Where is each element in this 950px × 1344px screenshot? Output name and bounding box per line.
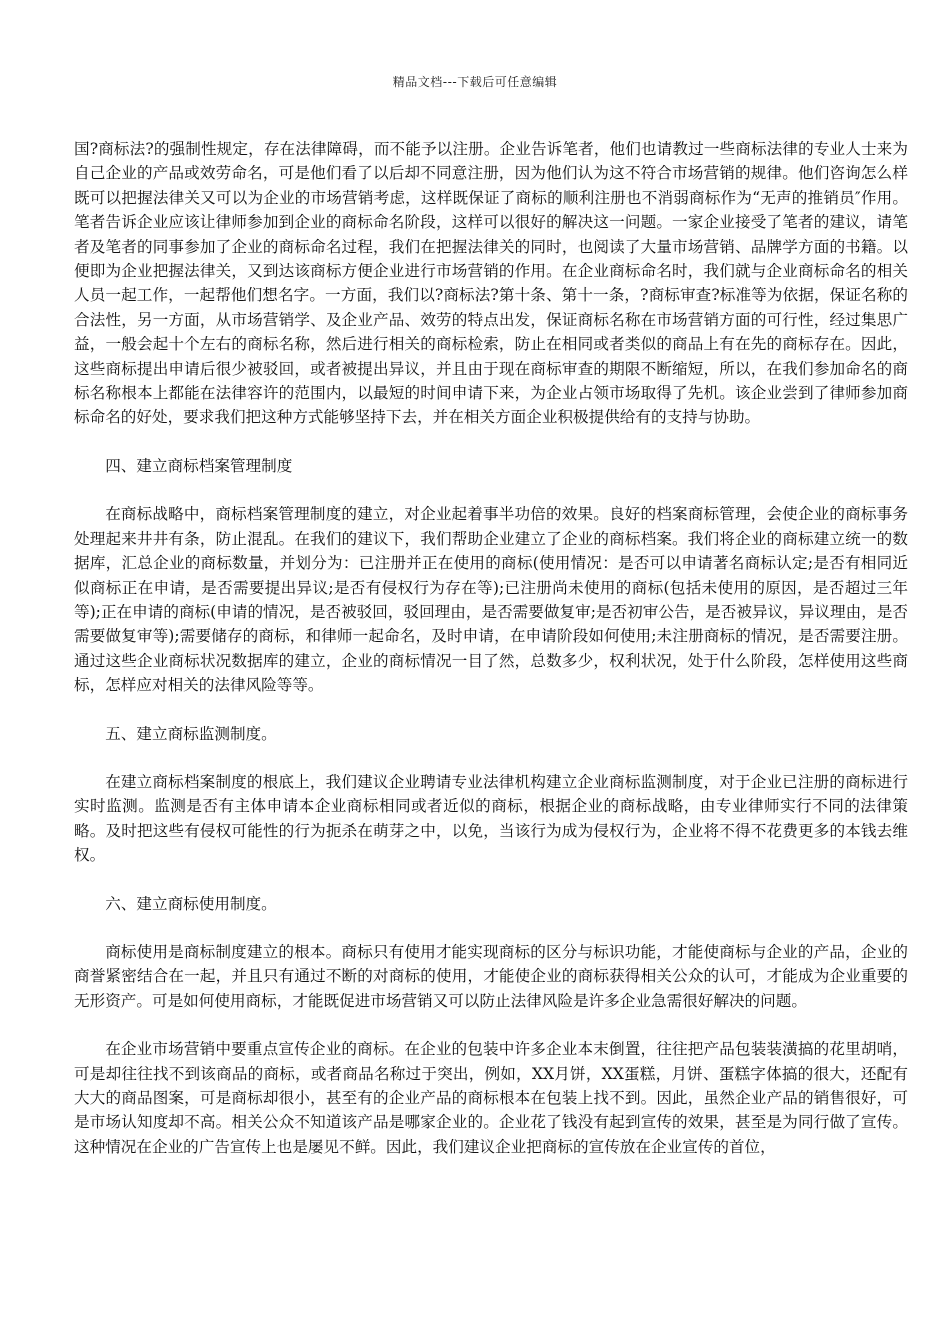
paragraph-trademark-naming: 国?商标法?的强制性规定，存在法律障碍，而不能予以注册。企业告诉笔者，他们也请教过一些商标法律的专业人士来为自己企业的产品或效劳命名，可是他们看了以后却不同意注册，因为他们认为这不符合市场营销的规律。他们咨询怎么样既可以把握法律关又可以为企业的市场营销考虑，这样既保证了商标的顺利注册也不消弱商标作为“无声的推销员″作用。笔者告诉企业应该让律师参加到企业的商标命名阶段，这样可以很好的解决这一问题。一家企业接受了笔者的建议，请笔者及笔者的同事参加了企业的商标命名过程，我们在把握法律关的同时，也阅读了大量市场营销、品牌学方面的书籍。以便即为企业把握法律关，又到达该商标方便企业进行市场营销的作用。在企业商标命名时，我们就与企业商标命名的相关人员一起工作，一起帮他们想名字。一方面，我们以?商标法?第十条、第十一条，?商标审查?标准等为依据，保证名称的合法性，另一方面，从市场营销学、及企业产品、效劳的特点出发，保证商标名称在市场营销方面的可行性，经过集思广益，一般会起十个左右的商标名称，然后进行相关的商标检索，防止在相同或者类似的商品上有在先的商标存在。因此，这些商标提出申请后很少被驳回，或者被提出异议，并且由于现在商标审查的期限不断缩短，所以，在我们参加命名的商标名称根本上都能在法律容许的范围内，以最短的时间申请下来，为企业占领市场取得了先机。该企业尝到了律师参加商标命名的好处，要求我们把这种方式能够坚持下去，并在相关方面企业积极提供给有的支持与协助。 — [74, 140, 908, 427]
paragraph-archive-management: 在商标战略中，商标档案管理制度的建立，对企业起着事半功倍的效果。良好的档案商标管理，会使企业的商标事务处理起来井井有条，防止混乱。在我们的建议下，我们帮助企业建立了企业的商标档案。我们将企业的商标建立统一的数据库，汇总企业的商标数量，并划分为：已注册并正在使用的商标(使用情况：是否可以申请著名商标认定;是否有相同近似商标正在申请，是否需要提出异议;是否有侵权行为存在等);已注册尚未使用的商标(包括未使用的原因，是否超过三年等);正在申请的商标(申请的情况，是否被驳回，驳回理由，是否需要做复审;是否初审公告，是否被异议，异议理由，是否需要做复审等);需要储存的商标，和律师一起命名，及时申请，在申请阶段如何使用;未注册商标的情况，是否需要注册。通过这些企业商标状况数据库的建立，企业的商标情况一目了然，总数多少，权利状况，处于什么阶段，怎样使用这些商标，怎样应对相关的法律风险等等。 — [74, 505, 908, 695]
paragraph-spacer — [74, 1013, 908, 1037]
page-header: 精品文档---下载后可任意编辑 — [392, 75, 558, 89]
paragraph-spacer — [74, 868, 908, 892]
paragraph-usage: 商标使用是商标制度建立的根本。商标只有使用才能实现商标的区分与标识功能，才能使商标与企业的产品，企业的商誉紧密结合在一起，并且只有通过不断的对商标的使用，才能使企业的商标获得相关公众的认可，才能成为企业重要的无形资产。可是如何使用商标，才能既促进市场营销又可以防止法律风险是许多企业急需很好解决的问题。 — [74, 942, 908, 1010]
paragraph-spacer — [74, 698, 908, 722]
paragraph-spacer — [74, 746, 908, 770]
paragraph-spacer — [74, 916, 908, 940]
section-heading-4: 四、建立商标档案管理制度 — [105, 456, 293, 475]
section-heading-5: 五、建立商标监测制度。 — [105, 724, 277, 743]
paragraph-spacer — [74, 430, 908, 454]
paragraph-marketing: 在企业市场营销中要重点宣传企业的商标。在企业的包装中许多企业本末倒置，往往把产品包装装潢搞的花里胡哨，可是却往往找不到该商品的商标，或者商品名称过于突出，例如，XX月饼，XX蛋糕，月饼、蛋糕字体搞的很大，还配有大大的商品图案，可是商标却很小，甚至有的企业产品的商标根本在包装上找不到。因此，虽然企业产品的销售很好，可是市场认知度却不高。相关公众不知道该产品是哪家企业的。企业花了钱没有起到宣传的效果，甚至是为同行做了宣传。这种情况在企业的广告宣传上也是屡见不鲜。因此，我们建议企业把商标的宣传放在企业宣传的首位， — [74, 1040, 908, 1156]
section-heading-6: 六、建立商标使用制度。 — [105, 894, 277, 913]
paragraph-monitoring: 在建立商标档案制度的根底上，我们建议企业聘请专业法律机构建立企业商标监测制度，对于企业已注册的商标进行实时监测。监测是否有主体申请本企业商标相同或者近似的商标，根据企业的商标战略，由专业律师实行不同的法律策略。及时把这些有侵权可能性的行为扼杀在萌芽之中，以免，当该行为成为侵权行为，企业将不得不花费更多的本钱去维权。 — [74, 772, 908, 865]
document-body — [74, 137, 908, 1159]
paragraph-spacer — [74, 478, 908, 502]
